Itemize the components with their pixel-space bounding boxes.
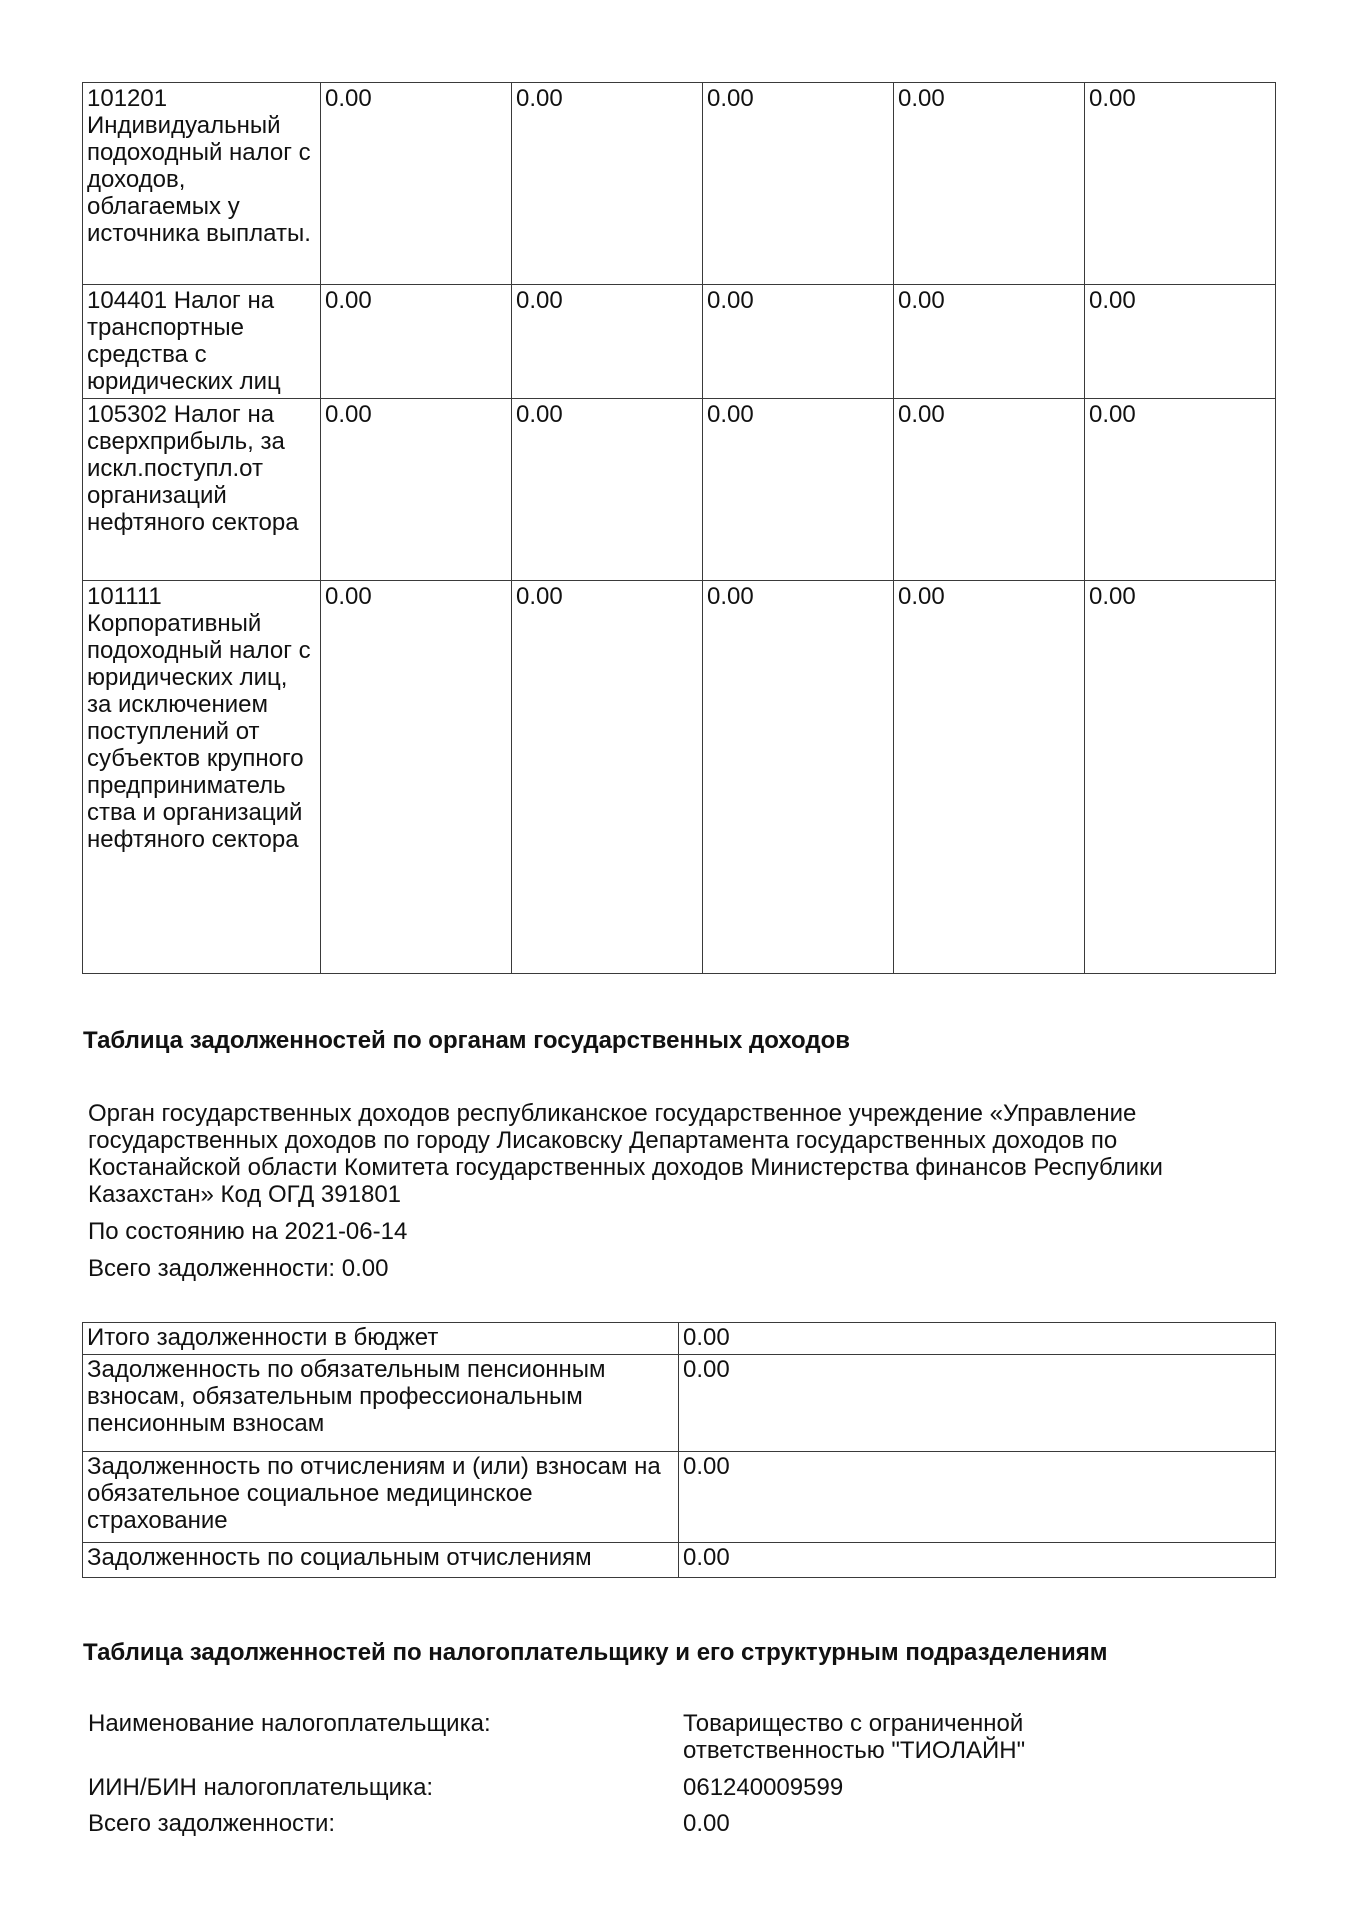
tax-code-label: 101111 Корпоративный подоходный налог с юридических лиц, за исключением поступлений от субъектов крупного предприниматель ства и организаций нефтяного сектора (83, 581, 321, 974)
amount-cell: 0.00 (703, 399, 894, 581)
debt-value: 0.00 (679, 1543, 1276, 1578)
taxpayer-name-label: Наименование налогоплательщика: (88, 1710, 491, 1737)
total-debt-text: Всего задолженности: 0.00 (88, 1255, 389, 1282)
table-row (83, 285, 1276, 399)
amount-cell: 0.00 (512, 399, 703, 581)
tax-code-label: 104401 Налог на транспортные средства с юридических лиц (83, 285, 321, 399)
section-title-taxpayer-debts: Таблица задолженностей по налогоплательщику и его структурным подразделениям (83, 1639, 1108, 1666)
debt-value: 0.00 (679, 1452, 1276, 1543)
taxpayer-total-value: 0.00 (683, 1810, 730, 1837)
amount-cell: 0.00 (321, 285, 512, 399)
debt-value: 0.00 (679, 1323, 1276, 1355)
table-row (83, 581, 1276, 974)
amount-cell: 0.00 (1085, 285, 1276, 399)
amount-cell: 0.00 (703, 83, 894, 285)
tax-code-label: 101201 Индивидуальный подоходный налог с доходов, облагаемых у источника выплаты. (83, 83, 321, 285)
taxpayer-total-label: Всего задолженности: (88, 1810, 336, 1837)
amount-cell: 0.00 (894, 399, 1085, 581)
tax-code-debt-table (82, 82, 1276, 974)
table-row (83, 1355, 1276, 1452)
debt-label: Задолженность по отчислениям и (или) взносам на обязательное социальное медицинское страхование (83, 1452, 679, 1543)
amount-cell: 0.00 (321, 83, 512, 285)
amount-cell: 0.00 (894, 83, 1085, 285)
table-row (83, 1452, 1276, 1543)
debt-label: Итого задолженности в бюджет (83, 1323, 679, 1355)
ogd-organization-text: Орган государственных доходов республиканское государственное учреждение «Управление государственных доходов по городу Лисаковску Департамента государственных доходов по Костанайской области Комитета государственных доходов Министерства финансов Республики Казахстан» Код ОГД 391801 (88, 1100, 1163, 1208)
as-of-date-text: По состоянию на 2021-06-14 (88, 1218, 408, 1245)
taxpayer-bin-label: ИИН/БИН налогоплательщика: (88, 1774, 434, 1801)
amount-cell: 0.00 (321, 399, 512, 581)
ogd-info-block (88, 1100, 1268, 1282)
amount-cell: 0.00 (703, 581, 894, 974)
taxpayer-bin-value: 061240009599 (683, 1774, 844, 1801)
table-row (83, 1543, 1276, 1578)
amount-cell: 0.00 (894, 581, 1085, 974)
amount-cell: 0.00 (1085, 399, 1276, 581)
debt-value: 0.00 (679, 1355, 1276, 1452)
debt-label: Задолженность по обязательным пенсионным взносам, обязательным профессиональным пенсионным взносам (83, 1355, 679, 1452)
amount-cell: 0.00 (703, 285, 894, 399)
amount-cell: 0.00 (512, 83, 703, 285)
table-row (83, 399, 1276, 581)
debt-label: Задолженность по социальным отчислениям (83, 1543, 679, 1578)
amount-cell: 0.00 (512, 285, 703, 399)
table-row (83, 83, 1276, 285)
amount-cell: 0.00 (894, 285, 1085, 399)
section-title-ogd-debts: Таблица задолженностей по органам государственных доходов (83, 1027, 851, 1054)
tax-code-label: 105302 Налог на сверхприбыль, за искл.поступл.от организаций нефтяного сектора (83, 399, 321, 581)
amount-cell: 0.00 (1085, 581, 1276, 974)
amount-cell: 0.00 (321, 581, 512, 974)
taxpayer-name-value: Товарищество с ограниченной ответственностью "ТИОЛАЙН" (683, 1710, 1026, 1764)
amount-cell: 0.00 (1085, 83, 1276, 285)
table-row (83, 1323, 1276, 1355)
amount-cell: 0.00 (512, 581, 703, 974)
ogd-debt-table (82, 1322, 1276, 1578)
